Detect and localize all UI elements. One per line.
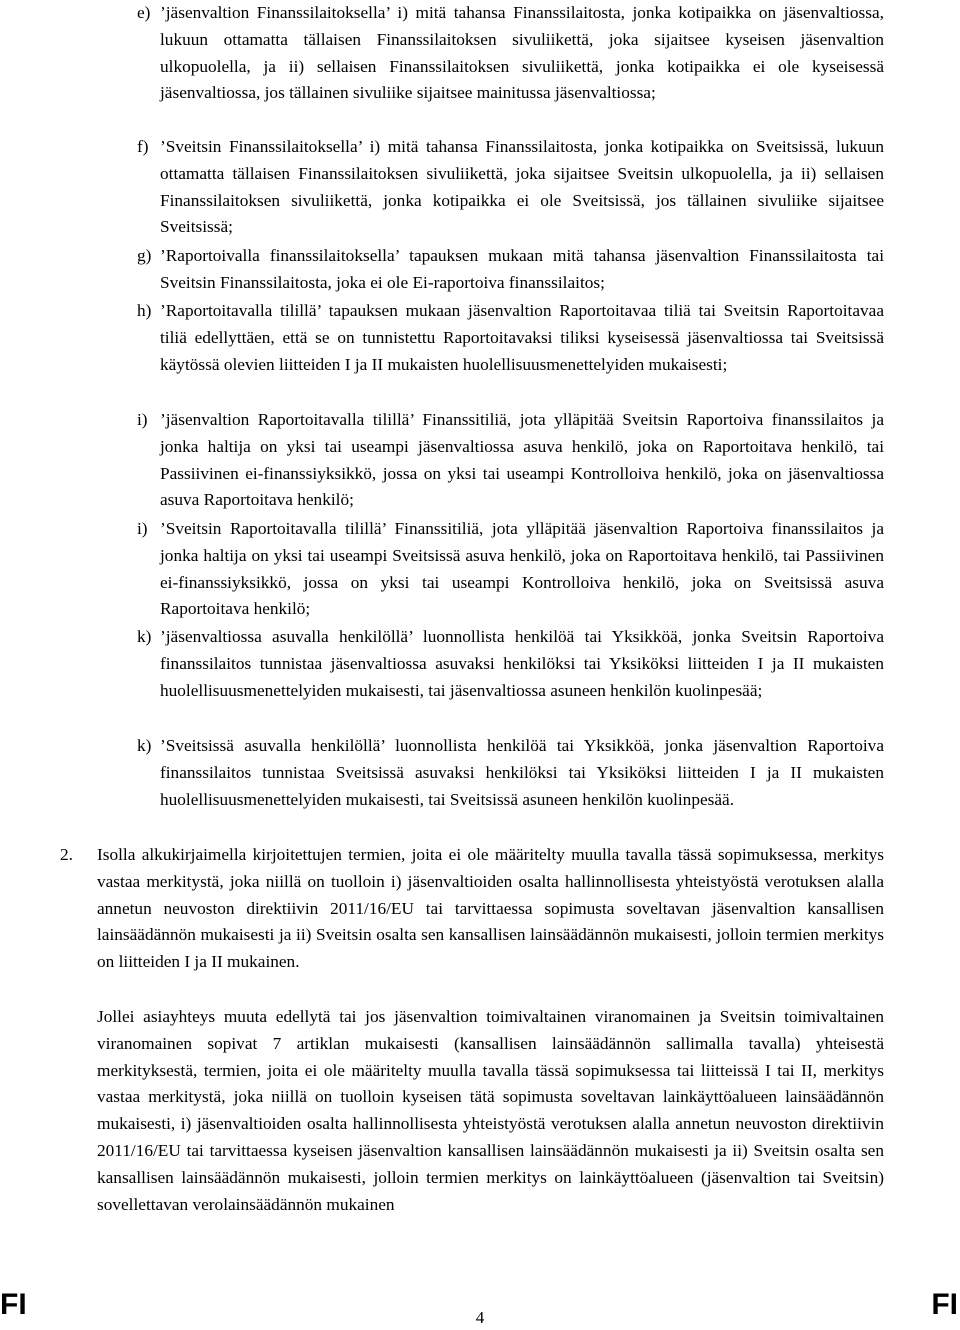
definition-item-f [137,134,884,241]
item-label: h) [137,301,152,320]
item-text: ’Raportoivalla finanssilaitoksella’ tapauksen mukaan mitä tahansa jäsenvaltion Finanssilaitosta tai Sveitsin Finanssilaitosta, joka ei ole Ei-raportoiva finanssilaitos; [160,246,884,292]
section-number: 2. [60,845,73,864]
item-text: ’Sveitsissä asuvalla henkilöllä’ luonnollista henkilöä tai Yksikköä, jonka jäsenvaltion Raportoiva finanssilaitos tunnistaa Sveitsissä asuvaksi henkilöksi tai Yksiköksi liitteiden I ja II mukaisten huolellisuusmenettelyiden mukaisesti, tai Sveitsissä asuneen henkilön kuolinpesää. [160,736,884,809]
item-label: e) [137,3,151,22]
definition-item-h [137,298,884,378]
section-2-paragraph: Jollei asiayhteys muuta edellytä tai jos jäsenvaltion toimivaltainen viranomainen ja Sveitsin toimivaltainen viranomainen sopivat 7 artiklan mukaisesti (kansallisen lainsäädännön sallimalla tavalla) yhteisestä merkityksestä, termien, joita ei ole määritelty muulla tavalla tässä sopimuksessa tai liitteissä I tai II, merkitys vastaa merkitystä, joka niillä on tuolloin kyseisen tätä sopimusta soveltavan lainkäyttöalueen lainsäädännön mukaisesti, i) jäsenvaltioiden osalta hallinnollisesta yhteistyöstä verotuksen alalla annetun neuvoston direktiivin 2011/16/EU tai tarvittaessa kyseisen jäsenvaltion kansallisen lainsäädännön mukaisesti ja ii) Sveitsin osalta sen kansallisen lainsäädännön mukaisesti, jolloin termien merkitys on lainkäyttöalueen (jäsenvaltion tai Sveitsin) sovellettavan verolainsäädännön mukainen [97,1007,884,1214]
item-text: ’Sveitsin Finanssilaitoksella’ i) mitä tahansa Finanssilaitosta, jonka kotipaikka on Sveitsissä, lukuun ottamatta tällaisen Finanssilaitoksen sivuliikettä, joka sijaitsee Sveitsin ulkopuolella, ja ii) sellaisen Finanssilaitoksen sivuliikettä, jonka kotipaikka ei ole Sveitsissä, jos tällainen sivuliike sijaitsee Sveitsissä; [160,137,884,237]
item-text: ’Raportoitavalla tilillä’ tapauksen mukaan jäsenvaltion Raportoitavaa tiliä tai Sveitsin Raportoitavaa tiliä edellyttäen, että se on tunnistettu Raportoitavaksi tiliksi kyseisessä jäsenvaltiossa tai Sveitsissä käytössä olevien liitteiden I ja II mukaisten huolellisuusmenettelyiden mukaisesti; [160,301,884,374]
definition-item-i-member-state [137,407,884,514]
section-text: Isolla alkukirjaimella kirjoitettujen termien, joita ei ole määritelty muulla tavalla tässä sopimuksessa, merkitys vastaa merkitystä, joka niillä on tuolloin i) jäsenvaltioiden osalta hallinnollisesta yhteistyöstä verotuksen alalla annetun neuvoston direktiivin 2011/16/EU tai tarvittaessa sopimusta soveltavan jäsenvaltion kansallisen lainsäädännön mukaisesti ja ii) Sveitsin osalta sen kansallisen lainsäädännön mukaisesti, jolloin termien merkitys on liitteiden I ja II mukainen. [97,845,884,972]
footer-language-right: FI [931,1288,958,1321]
item-text: ’jäsenvaltiossa asuvalla henkilöllä’ luonnollista henkilöä tai Yksikköä, jonka Sveitsin Raportoiva finanssilaitos tunnistaa jäsenvaltiossa asuvaksi henkilöksi tai Yksiköksi liitteiden I ja II mukaisten huolellisuusmenettelyiden mukaisesti, tai jäsenvaltiossa asuneen henkilön kuolinpesää; [160,627,884,700]
footer-language-left: FI [0,1288,27,1321]
item-label: f) [137,137,149,156]
item-text: ’Sveitsin Raportoitavalla tilillä’ Finanssitiliä, jota ylläpitää jäsenvaltion Raportoiva finanssilaitos ja jonka haltija on yksi tai useampi Sveitsissä asuva henkilö, joka on Raportoitava henkilö, tai Passiivinen ei-finanssiyksikkö, jossa on yksi tai useampi Kontrolloiva henkilö, joka on Sveitsissä asuva Raportoitava henkilö; [160,519,884,619]
item-label: i) [137,519,148,538]
item-label: k) [137,736,152,755]
definition-item-e [137,0,884,107]
definition-item-g [137,243,884,297]
item-label: k) [137,627,152,646]
item-label: g) [137,246,152,265]
page-number: 4 [475,1308,485,1327]
definition-item-i-switzerland [137,516,884,623]
item-text: ’jäsenvaltion Finanssilaitoksella’ i) mitä tahansa Finanssilaitosta, jonka kotipaikka on jäsenvaltiossa, lukuun ottamatta tällaisen Finanssilaitoksen sivuliikettä, joka sijaitsee kyseisen jäsenvaltion ulkopuolella, ja ii) sellaisen Finanssilaitoksen sivuliikettä, jonka kotipaikka ei ole kyseisessä jäsenvaltiossa, jos tällainen sivuliike sijaitsee mainitussa jäsenvaltiossa; [160,3,884,103]
definition-item-k-member-state [137,624,884,704]
section-2 [60,842,884,976]
item-label: i) [137,410,148,429]
item-text: ’jäsenvaltion Raportoitavalla tilillä’ Finanssitiliä, jota ylläpitää Sveitsin Raportoiva finanssilaitos ja jonka haltija on yksi tai useampi jäsenvaltiossa asuva henkilö, joka on Raportoitava henkilö, tai Passiivinen ei-finanssiyksikkö, jossa on yksi tai useampi Kontrolloiva henkilö, joka on jäsenvaltiossa asuva Raportoitava henkilö; [160,410,884,510]
definition-item-k-switzerland [137,733,884,813]
